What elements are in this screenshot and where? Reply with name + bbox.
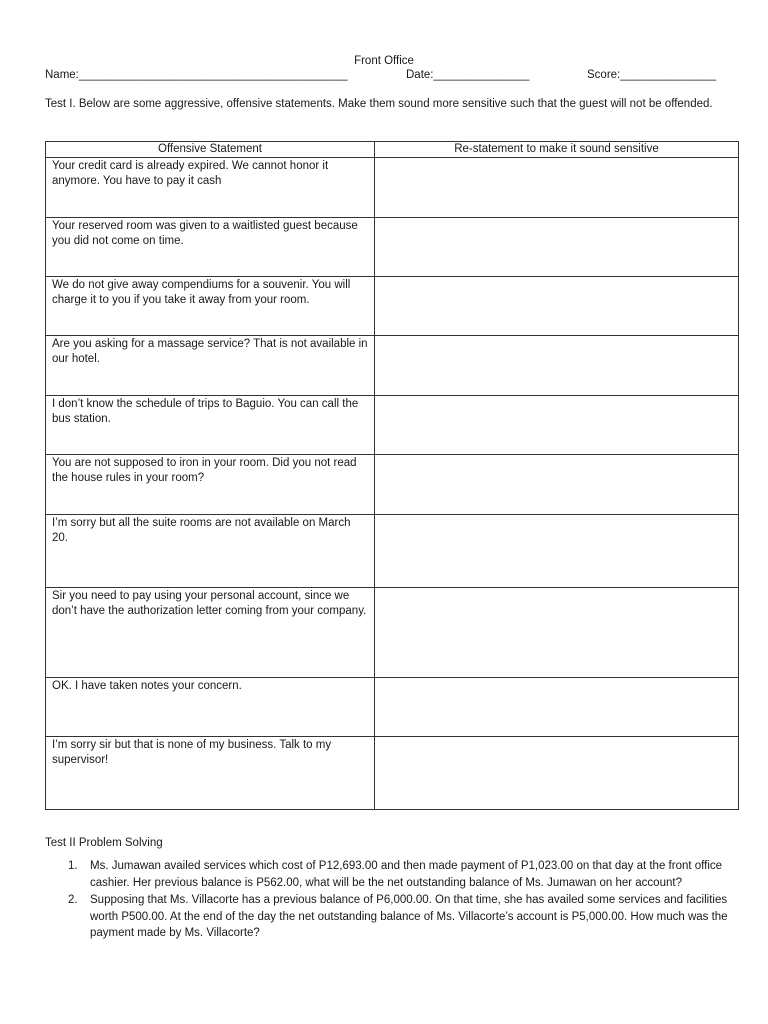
restatement-cell[interactable] — [375, 396, 739, 455]
offensive-statement: We do not give away compendiums for a souvenir. You will charge it to you if you take it away from your room. — [46, 277, 375, 336]
name-field: Name:__________________________________________ — [45, 69, 348, 81]
offensive-statement: OK. I have taken notes your concern. — [46, 678, 375, 737]
restatement-cell[interactable] — [375, 588, 739, 678]
offensive-statement: Your credit card is already expired. We cannot honor it anymore. You have to pay it cash — [46, 158, 375, 218]
problem-text: Supposing that Ms. Villacorte has a previous balance of P6,000.00. On that time, she has availed some services and facilities worth P500.00. At the end of the day the net outstanding balance of Ms. Villacorte’s account is P5,000.00. How much was the payment made by Ms. Villacorte? — [90, 894, 728, 939]
score-field: Score:_______________ — [587, 69, 717, 81]
offensive-statement: Are you asking for a massage service? That is not available in our hotel. — [46, 336, 375, 396]
offensive-statement: I’m sorry sir but that is none of my business. Talk to my supervisor! — [46, 737, 375, 810]
column-header-offensive: Offensive Statement — [46, 142, 375, 158]
restatement-cell[interactable] — [375, 158, 739, 218]
test1-instructions: Test I. Below are some aggressive, offensive statements. Make them sound more sensitive such that the guest will not be offended. — [45, 98, 713, 110]
offensive-statement: You are not supposed to iron in your room. Did you not read the house rules in your room? — [46, 455, 375, 515]
offensive-statement: Sir you need to pay using your personal account, since we don’t have the authorization letter coming from your company. — [46, 588, 375, 678]
offensive-statement: Your reserved room was given to a waitlisted guest because you did not come on time. — [46, 218, 375, 277]
column-header-restatement: Re-statement to make it sound sensitive — [375, 142, 739, 158]
table-row — [46, 218, 739, 277]
table-row — [46, 455, 739, 515]
offensive-statement: I don’t know the schedule of trips to Baguio. You can call the bus station. — [46, 396, 375, 455]
statements-table — [45, 141, 739, 810]
problem-number: 2. — [68, 894, 78, 906]
table-row — [46, 588, 739, 678]
table-row — [46, 678, 739, 737]
test2-heading: Test II Problem Solving — [45, 837, 163, 849]
problem-text: Ms. Jumawan availed services which cost of P12,693.00 and then made payment of P1,023.00 on that day at the front office cashier. Her previous balance is P562.00, what will be the net outstanding balance of Ms. Jumawan on her account? — [90, 860, 723, 889]
problem-list — [45, 858, 735, 943]
restatement-cell[interactable] — [375, 336, 739, 396]
table-row — [46, 737, 739, 810]
restatement-cell[interactable] — [375, 455, 739, 515]
offensive-statement: I’m sorry but all the suite rooms are not available on March 20. — [46, 515, 375, 588]
table-row — [46, 277, 739, 336]
restatement-cell[interactable] — [375, 515, 739, 588]
table-header-row — [46, 142, 739, 158]
restatement-cell[interactable] — [375, 218, 739, 277]
restatement-cell[interactable] — [375, 277, 739, 336]
table-row — [46, 336, 739, 396]
table-row — [46, 396, 739, 455]
date-field: Date:_______________ — [406, 69, 530, 81]
list-item — [45, 858, 735, 891]
table-row — [46, 515, 739, 588]
page-title: Front Office — [354, 55, 414, 67]
restatement-cell[interactable] — [375, 678, 739, 737]
problem-number: 1. — [68, 860, 78, 872]
table-row — [46, 158, 739, 218]
list-item — [45, 892, 735, 942]
restatement-cell[interactable] — [375, 737, 739, 810]
